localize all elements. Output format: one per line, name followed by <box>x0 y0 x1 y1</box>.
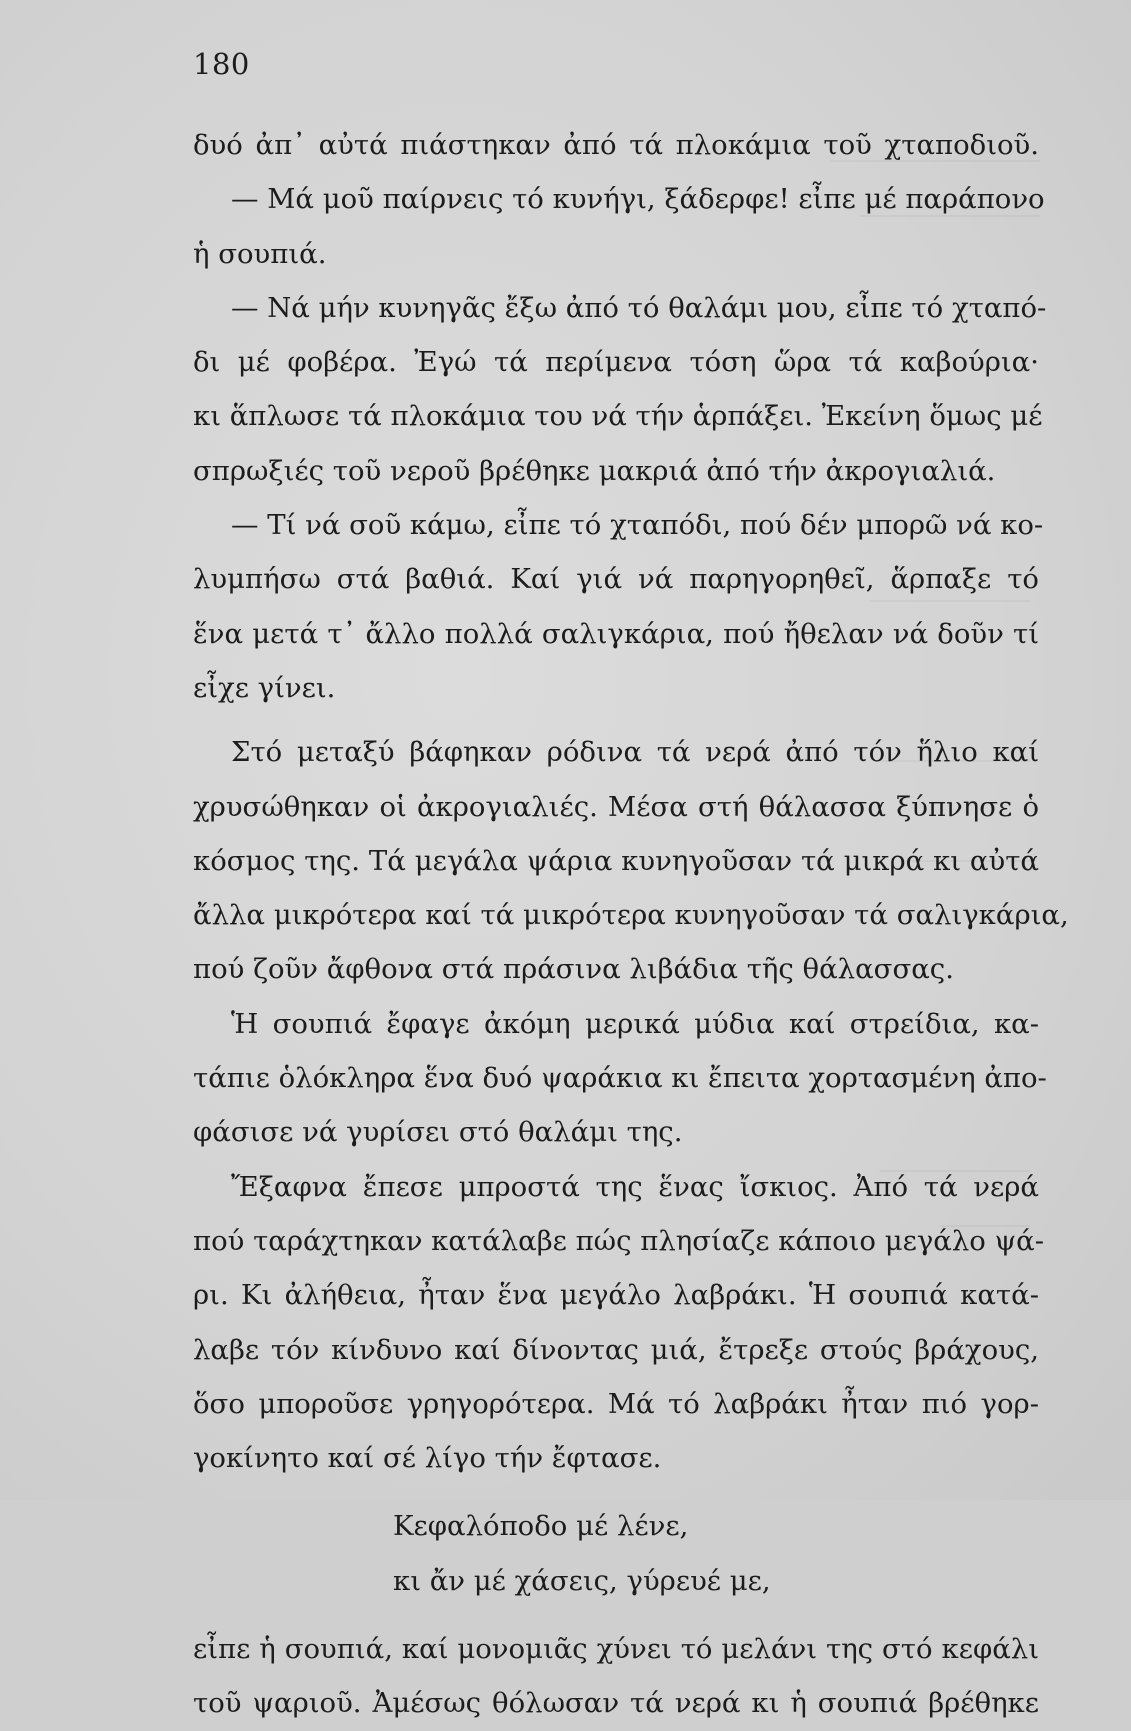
text-line: πού ζοῦν ἄφθονα στά πράσινα λιβάδια τῆς θάλασσας. <box>193 953 954 986</box>
verse <box>193 1499 1039 1608</box>
text-line: ρι. Κι ἀλήθεια, ἦταν ἕνα μεγάλο λαβράκι. Ἡ σουπιά κατά- <box>193 1279 1039 1312</box>
text-line: Στό μεταξύ βάφηκαν ρόδινα τά νερά ἀπό τόν ἥλιο καί <box>231 736 1039 769</box>
text-line: ἕνα μετά τ᾽ ἄλλο πολλά σαλιγκάρια, πού ἤθελαν νά δοῦν τί <box>193 617 1039 650</box>
verse-line: κι ἄν μέ χάσεις, γύρευέ με, <box>393 1564 771 1597</box>
text-line: τοῦ ψαριοῦ. Ἀμέσως θόλωσαν τά νερά κι ἡ σουπιά βρέθηκε <box>193 1687 1039 1720</box>
text-line: — Τί νά σοῦ κάμω, εἶπε τό χταπόδι, πού δέν μπορῶ νά κο- <box>231 509 1044 542</box>
text-line: λυμπήσω στά βαθιά. Καί γιά νά παρηγορηθεῖ, ἅρπαξε τό <box>193 563 1039 596</box>
text-line: σπρωξιές τοῦ νεροῦ βρέθηκε μακριά ἀπό τήν ἀκρογιαλιά. <box>193 454 996 487</box>
page-number: 180 <box>193 47 250 81</box>
text-line: — Μά μοῦ παίρνεις τό κυνήγι, ξάδερφε! εἶπε μέ παράπονο <box>231 183 1045 216</box>
text-line: πού ταράχτηκαν κατάλαβε πώς πλησίαζε κάποιο μεγάλο ψά- <box>193 1224 1044 1257</box>
text-line: Ἔξαφνα ἔπεσε μπροστά της ἕνας ἴσκιος. Ἀπό τά νερά <box>231 1170 1039 1203</box>
text-line: Ἡ σουπιά ἔφαγε ἀκόμη μερικά μύδια καί στρείδια, κα- <box>231 1007 1039 1040</box>
text-line: χρυσώθηκαν οἱ ἀκρογιαλιές. Μέσα στή θάλασσα ξύπνησε ὁ <box>193 790 1039 823</box>
text-line: ἡ σουπιά. <box>193 237 327 270</box>
text-line: ὅσο μποροῦσε γρηγορότερα. Μά τό λαβράκι ἦταν πιό γορ- <box>193 1387 1039 1420</box>
body-text <box>193 118 1069 1731</box>
text-line: λαβε τόν κίνδυνο καί δίνοντας μιά, ἔτρεξε στούς βράχους, <box>193 1333 1039 1366</box>
text-line: τάπιε ὁλόκληρα ἕνα δυό ψαράκια κι ἔπειτα χορτασμένη ἀπο- <box>193 1062 1047 1095</box>
text-line: εἶπε ἡ σουπιά, καί μονομιᾶς χύνει τό μελάνι της στό κεφάλι <box>193 1633 1039 1666</box>
text-line: κόσμος της. Τά μεγάλα ψάρια κυνηγοῦσαν τά μικρά κι αὐτά <box>193 844 1039 877</box>
verse-line: Κεφαλόποδο μέ λένε, <box>393 1510 689 1543</box>
text-line: δι μέ φοβέρα. Ἐγώ τά περίμενα τόση ὥρα τά καβούρια· <box>193 346 1039 379</box>
text-line: φάσισε νά γυρίσει στό θαλάμι της. <box>193 1116 683 1149</box>
text-line: εἶχε γίνει. <box>193 671 336 704</box>
text-line: — Νά μήν κυνηγᾶς ἔξω ἀπό τό θαλάμι μου, εἶπε τό χταπό- <box>231 291 1047 324</box>
text-line: ἄλλα μικρότερα καί τά μικρότερα κυνηγοῦσαν τά σαλιγκάρια, <box>193 899 1069 932</box>
text-line: γοκίνητο καί σέ λίγο τήν ἔφτασε. <box>193 1442 662 1475</box>
text-line: δυό ἀπ᾽ αὐτά πιάστηκαν ἀπό τά πλοκάμια τοῦ χταποδιοῦ. <box>193 129 1039 161</box>
text-line: κι ἅπλωσε τά πλοκάμια του νά τήν ἁρπάξει. Ἐκείνη ὅμως μέ <box>193 400 1043 433</box>
